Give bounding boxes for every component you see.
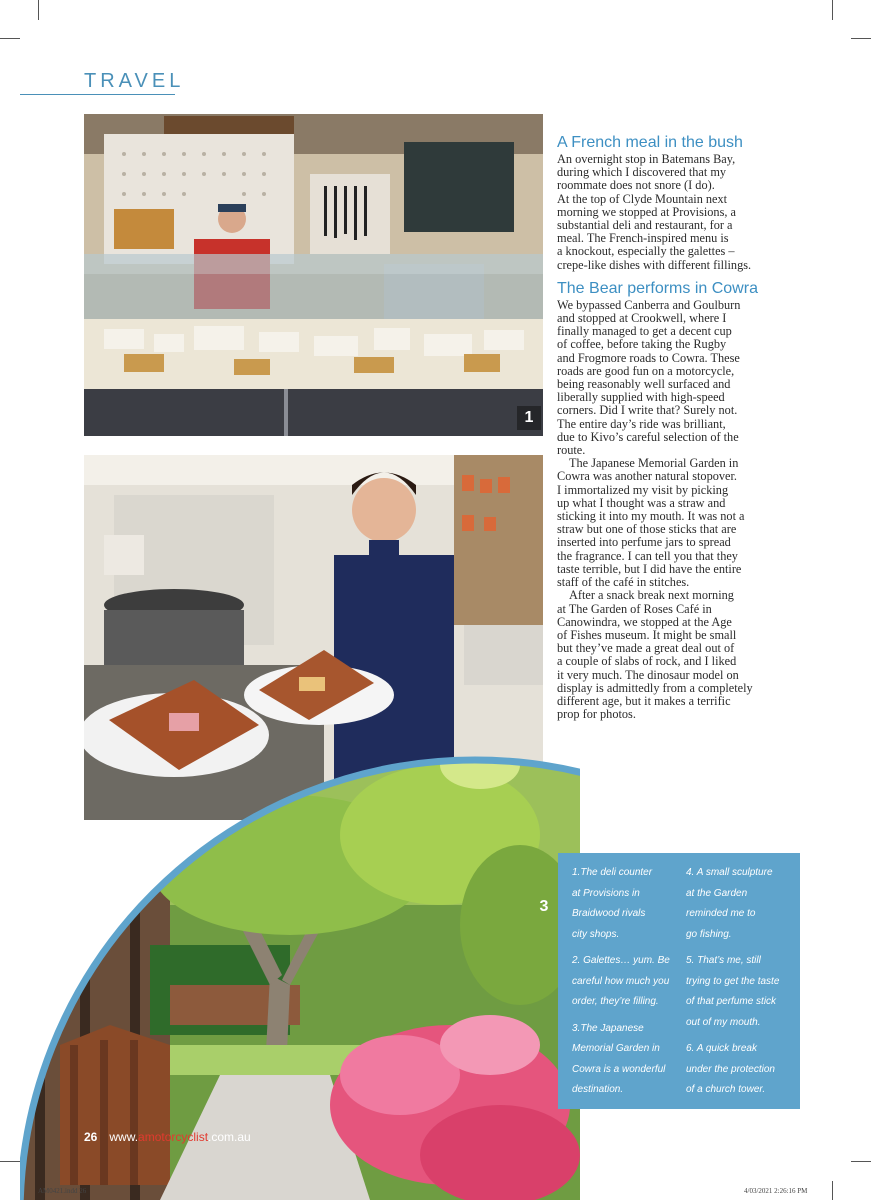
caption-column-left — [572, 863, 678, 1107]
crop-mark — [0, 1161, 20, 1162]
crop-mark — [851, 1161, 871, 1162]
article-paragraph: The Japanese Memorial Garden in Cowra was another natural stopover. I immortalized my visit by picking up what I thought was a straw and sticking it into my mouth. It was not a straw but one of those sticks that are inserted into perfume jars to spread the fragrance. I can tell you that they taste terrible, but I did have the entire staff of the café in stitches. — [557, 456, 745, 590]
article-heading-bear-cowra: The Bear performs in Cowra — [557, 279, 758, 297]
caption-item: 6. A quick break under the protection of a church tower. — [686, 1043, 775, 1095]
article-column — [557, 133, 783, 721]
page-folio — [84, 1130, 251, 1144]
print-slug-file: AM0421.indd 26 — [38, 1187, 87, 1195]
crop-mark — [832, 1181, 833, 1200]
page-number: 26 — [84, 1130, 98, 1144]
caption-item: 5. That’s me, still trying to get the taste of that perfume stick out of my mouth. — [686, 955, 780, 1028]
photo-number-badge: 1 — [517, 406, 541, 430]
crop-mark — [851, 38, 871, 39]
article-paragraph: After a snack break next morning at The Garden of Roses Café in Canowindra, we stopped at the Age of Fishes museum. It might be small but they’ve made a great deal out of a couple of slabs of rock, and I liked it very much. The dinosaur model on display is admittedly from a completely different age, but it makes a terrific prop for photos. — [557, 588, 753, 722]
crop-mark — [38, 0, 39, 20]
caption-item: 1.The deli counter at Provisions in Braidwood rivals city shops. — [572, 867, 653, 940]
caption-item: 3.The Japanese Memorial Garden in Cowra is a wonderful destination. — [572, 1022, 666, 1095]
print-slug-timestamp: 4/03/2021 2:26:16 PM — [744, 1187, 808, 1195]
photo-number-badge: 3 — [539, 898, 549, 915]
section-rule — [20, 94, 175, 95]
crop-mark — [0, 38, 20, 39]
article-paragraph: An overnight stop in Batemans Bay, during which I discovered that my roommate does not snore (I do). At the top of Clyde Mountain next morning we stopped at Provisions, a substantial deli and restaurant, for a meal. The French-inspired menu is a knockout, especially the galettes – crepe-like dishes with different fillings. — [557, 152, 752, 272]
photo-deli-counter — [84, 114, 543, 436]
website-url[interactable]: www.amotorcyclist.com.au — [109, 1130, 251, 1144]
caption-column-right — [686, 863, 792, 1107]
caption-item: 4. A small sculpture at the Garden reminded me to go fishing. — [686, 867, 773, 940]
crop-mark — [832, 0, 833, 20]
caption-box — [558, 853, 800, 1109]
spacer — [557, 272, 783, 279]
section-title: TRAVEL — [84, 70, 185, 92]
article-paragraph: We bypassed Canberra and Goulburn and stopped at Crookwell, where I finally managed to get a decent cup of coffee, before taking the Rugby and Frogmore roads to Cowra. These roads are good fun on a motorcycle, being reasonably well surfaced and liberally supplied with high-speed corners. Did I write that? Surely not. The entire day’s ride was brilliant, due to Kivo’s careful selection of the route. — [557, 297, 741, 458]
caption-item: 2. Galettes… yum. Be careful how much you order, they’re filling. — [572, 955, 670, 1007]
article-heading-french-meal: A French meal in the bush — [557, 134, 743, 151]
